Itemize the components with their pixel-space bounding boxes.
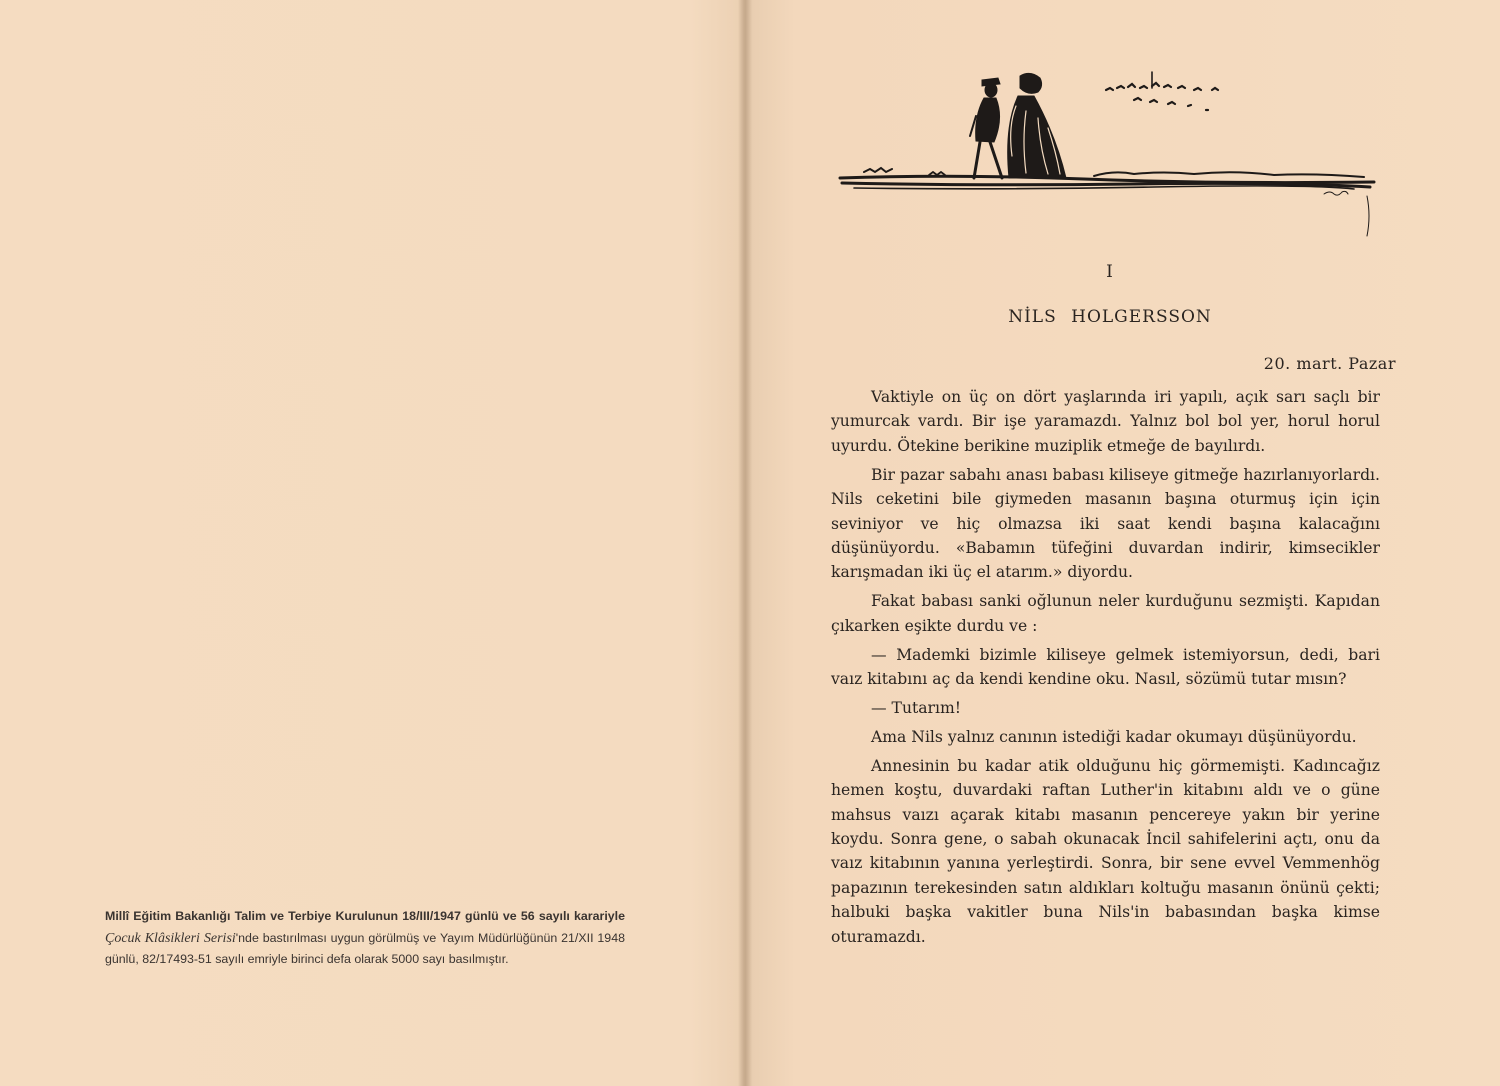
imprint-text-part2: 'nde bastırılması uygun görülmüş ve Yayım Müdürlüğünün 21/XII 1948 günlü, 82/17493-51 sayılı emriyle birinci defa olarak 5000 sayı basılmıştır. bbox=[105, 930, 625, 966]
imprint-text-part1: Millî Eğitim Bakanlığı Talim ve Terbiye Kurulunun 18/III/1947 günlü ve 56 sayılı karariyle bbox=[105, 909, 625, 923]
paragraph-7: Annesinin bu kadar atik olduğunu hiç görmemişti. Kadıncağız hemen koştu, duvardaki raftan Luther'in kitabını aldı ve o güne mahsus vaızı açarak kitabı masanın pencereye yakın bir yerine koydu. Sonra gene, o sabah okunacak İncil sahifelerini açtı, onu da vaız kitabının yanına yerleştirdi. Sonra, bir sene evvel Vemmenhög papazının terekesinden satın aldıkları koltuğu masanın önünü çekti; halbuki başka vakitler buna Nils'in babasından başka kimse oturamazdı. bbox=[831, 756, 1380, 946]
chapter-body bbox=[831, 385, 1380, 953]
left-page bbox=[0, 0, 740, 1086]
chapter-illustration bbox=[834, 66, 1382, 241]
series-name: Çocuk Klâsikleri Serisi bbox=[105, 930, 236, 946]
chapter-number: I bbox=[1106, 262, 1114, 282]
chapter-title: NİLS HOLGERSSON bbox=[1008, 307, 1212, 327]
paragraph-2: Bir pazar sabahı anası babası kiliseye gitmeğe hazırlanıyorlardı. Nils ceketini bile giymeden masanın başına oturmuş için için seviniyor ve hiç olmazsa iki saat kendi başına kalacağını düşünüyordu. «Babamın tüfeğini duvardan indirir, kimsecikler karışmadan iki üç el atarım.» diyordu. bbox=[831, 465, 1380, 582]
dateline: 20. mart. Pazar bbox=[1263, 354, 1396, 373]
paragraph-1: Vaktiyle on üç on dört yaşlarında iri yapılı, açık sarı saçlı bir yumurcak vardı. Bir işe yaramazdı. Yalnız bol bol yer, horul horul uyurdu. Ötekine berikine muziplik etmeğe de bayılırdı. bbox=[831, 388, 1380, 455]
paragraph-5: — Tutarım! bbox=[871, 698, 962, 717]
paragraph-3: Fakat babası sanki oğlunun neler kurduğunu sezmişti. Kapıdan çıkarken eşikte durdu ve : bbox=[831, 592, 1380, 635]
paragraph-6: Ama Nils yalnız canının istediği kadar okumayı düşünüyordu. bbox=[871, 727, 1357, 746]
right-page bbox=[752, 0, 1500, 1086]
book-gutter bbox=[738, 0, 752, 1086]
paragraph-4: — Mademki bizimle kiliseye gelmek istemiyorsun, dedi, bari vaız kitabını aç da kendi kendine oku. Nasıl, sözümü tutar mısın? bbox=[831, 645, 1380, 688]
imprint-notice bbox=[105, 906, 625, 971]
